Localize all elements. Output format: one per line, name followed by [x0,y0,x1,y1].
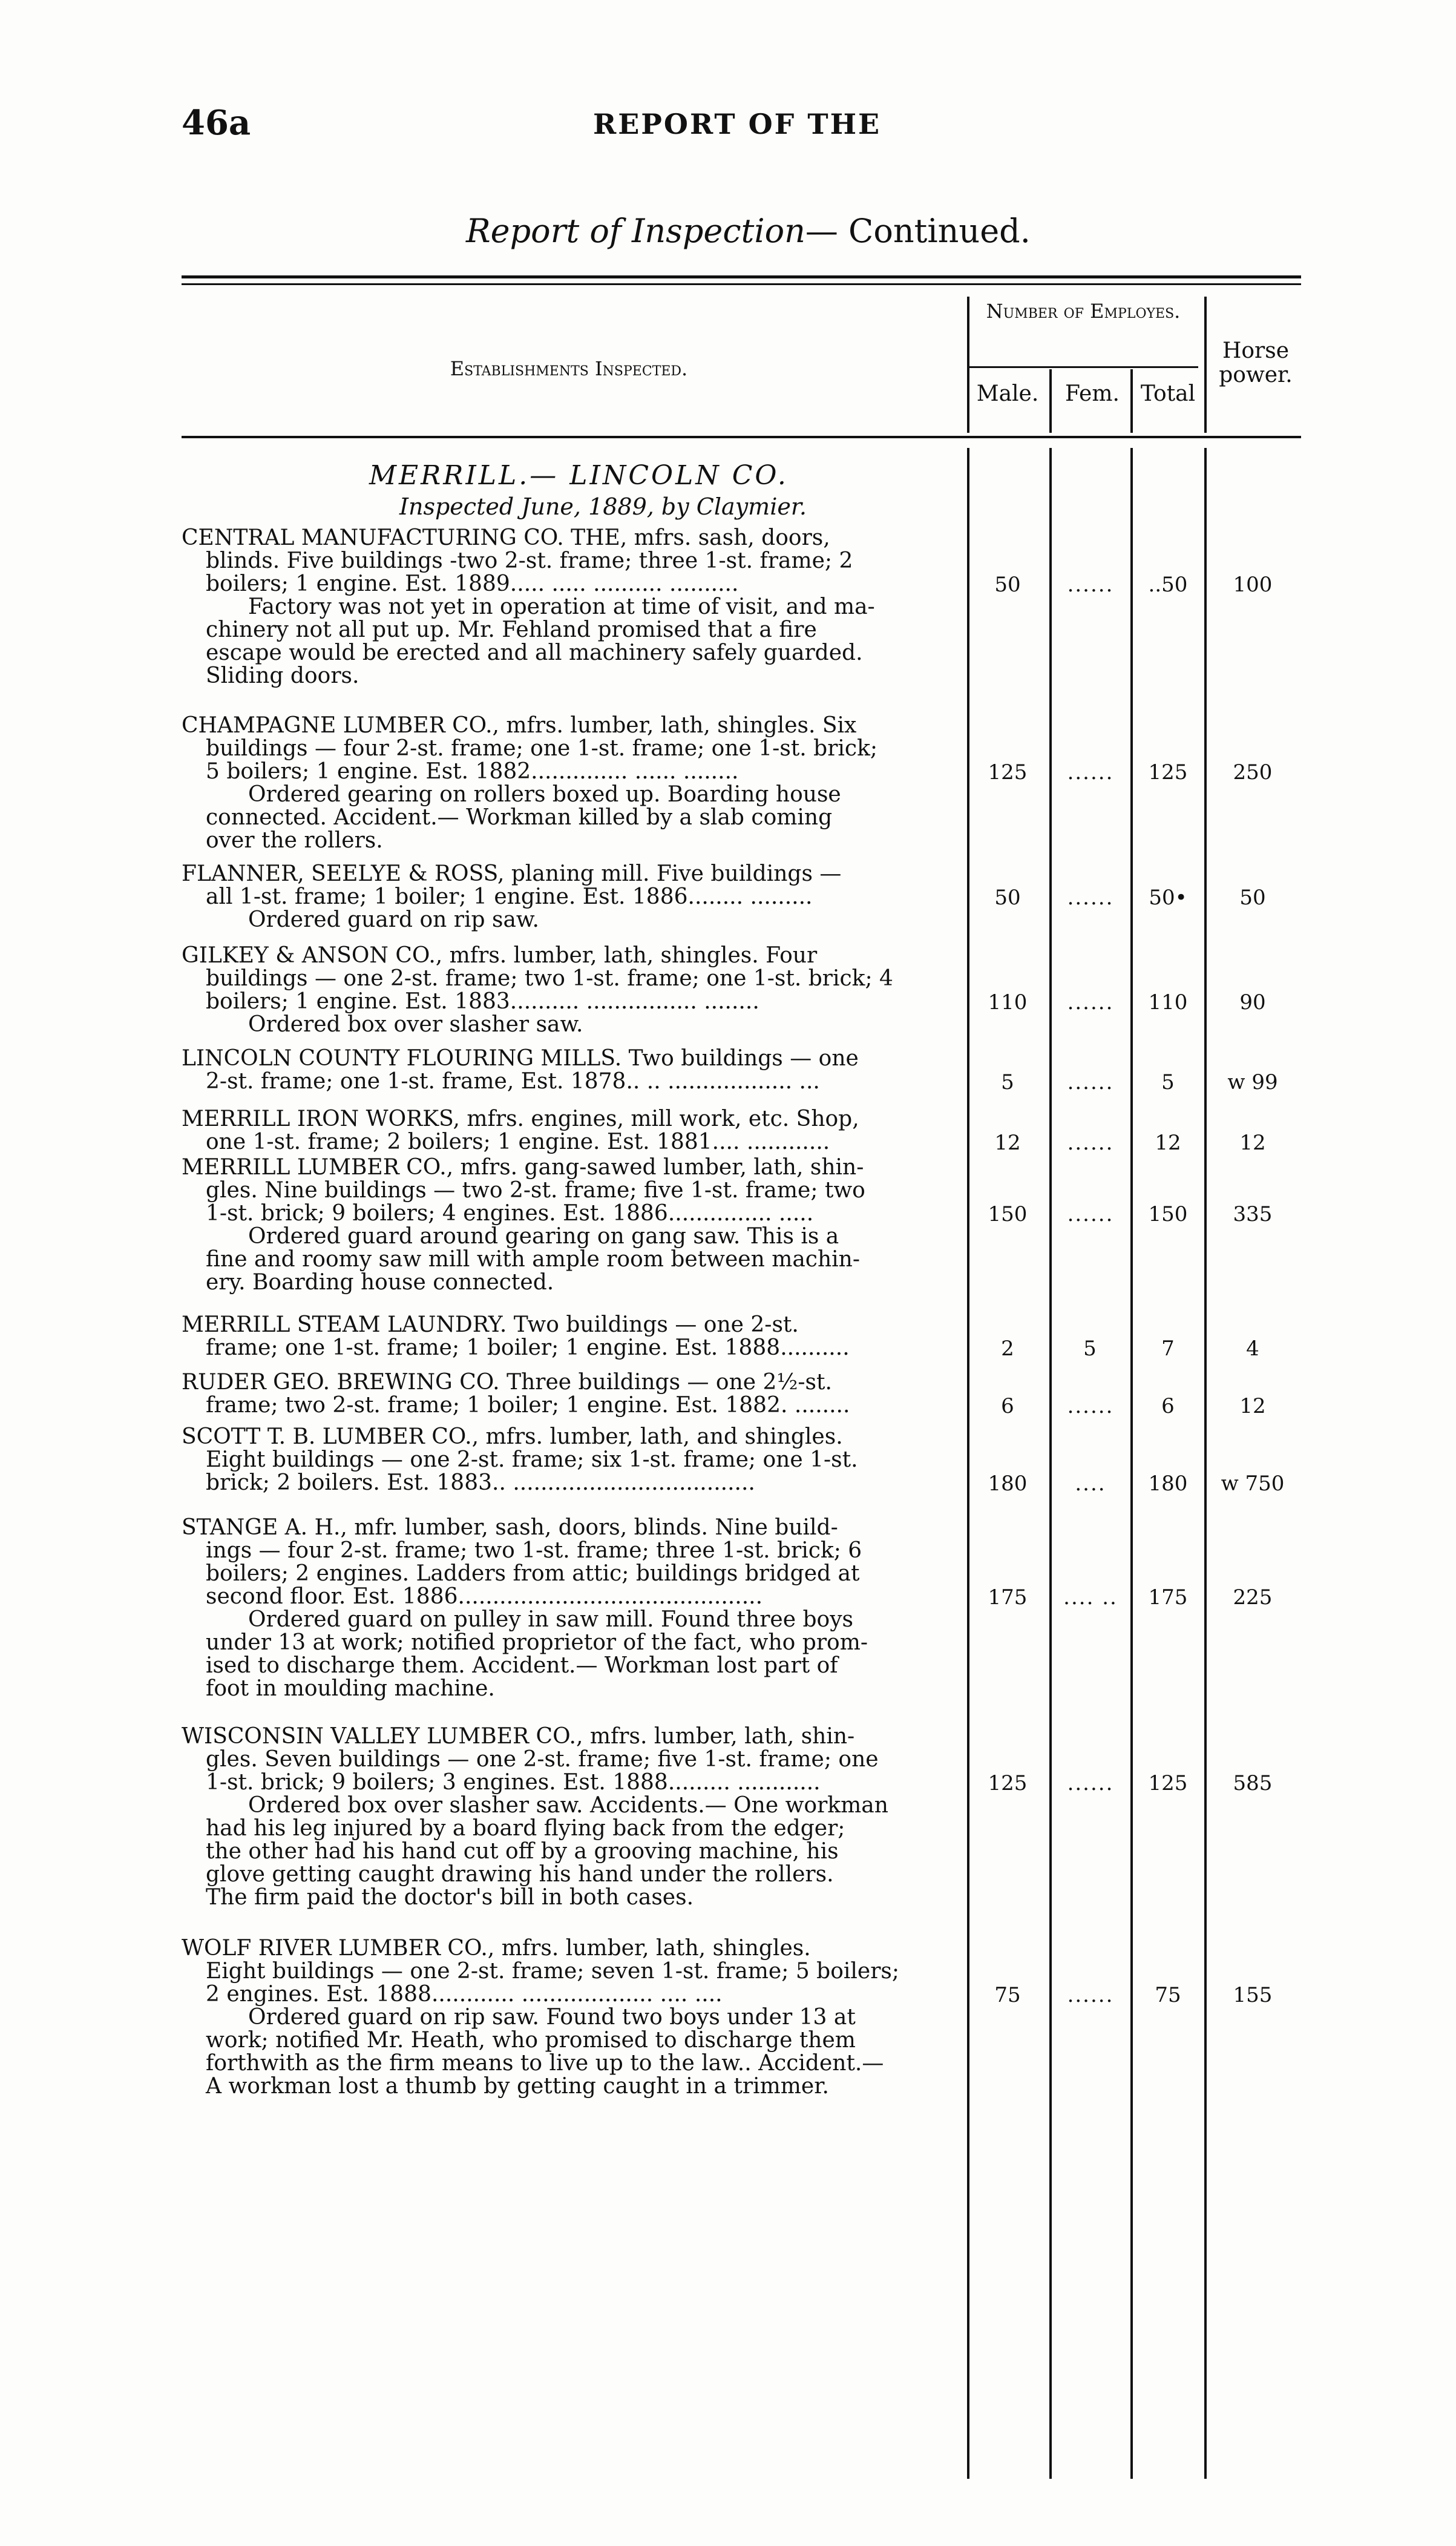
entry-text [182,714,959,852]
entry-text [182,1156,959,1294]
fem-count: 5 [1083,1337,1098,1361]
entry-line: buildings — one 2-st. frame; two 1-st. frame; one 1-st. brick; 4 [206,966,893,991]
total-count: 175 [1148,1585,1188,1610]
entry-line: The firm paid the doctor's bill in both cases. [206,1885,694,1910]
total-count: 7 [1161,1337,1175,1361]
entry-line: boilers; 2 engines. Ladders from attic; buildings bridged at [206,1561,860,1586]
horse-power-value: 4 [1246,1337,1259,1361]
fem-count: ...... [1067,1202,1114,1226]
entry-line: chinery not all put up. Mr. Fehland promised that a fire [206,617,817,642]
body-sep-1 [967,448,969,2479]
hdr-sep-3 [1130,369,1133,433]
entry-line: Eight buildings — one 2-st. frame; seven 1-st. frame; 5 boilers; [206,1959,900,1984]
entry-line: Eight buildings — one 2-st. frame; six 1-st. frame; one 1-st. [206,1447,858,1472]
entry-line: ery. Boarding house connected. [206,1270,554,1295]
body-sep-2 [1049,448,1052,2479]
entry-line: ised to discharge them. Accident.— Workman lost part of [206,1653,838,1678]
body-sep-4 [1204,448,1207,2479]
fem-count: .... [1075,1472,1106,1496]
hdr-sep-4 [1204,297,1207,433]
entry-line: had his leg injured by a board flying back from the edger; [206,1816,845,1841]
total-count: 50• [1149,886,1187,910]
male-count: 110 [988,990,1028,1015]
entry-line: 2-st. frame; one 1-st. frame, Est. 1878.. .. .................. ... [206,1069,820,1094]
entry-line: WOLF RIVER LUMBER CO., mfrs. lumber, lath, shingles. [182,1936,811,1961]
entry-line: Ordered guard on rip saw. Found two boys under 13 at [248,2005,856,2030]
page-number: 46a [182,103,251,143]
entry-line: Ordered box over slasher saw. [248,1012,583,1037]
entry-line: LINCOLN COUNTY FLOURING MILLS. Two buildings — one [182,1046,859,1071]
fem-count: ...... [1067,1983,1114,2007]
male-count: 75 [994,1983,1021,2007]
col-employees-group: Number of Employes. [986,300,1181,323]
male-count: 175 [988,1585,1028,1610]
entry-text [182,1371,959,1417]
entry-line: second floor. Est. 1886............................................ [206,1584,763,1609]
fem-count: ...... [1067,760,1114,785]
body-sep-3 [1130,448,1133,2479]
col-establishments: Establishments Inspected. [450,357,688,380]
horse-power-value: 100 [1233,573,1273,597]
entry-line: frame; two 2-st. frame; 1 boiler; 1 engine. Est. 1882. ........ [206,1393,850,1418]
entry-line: 2 engines. Est. 1888............ ................... .... .... [206,1982,723,2007]
entry-line: under 13 at work; notified proprietor of the fact, who prom- [206,1630,868,1655]
fem-count: ...... [1067,1771,1114,1795]
entry-line: RUDER GEO. BREWING CO. Three buildings — one 2½-st. [182,1370,832,1395]
entry-line: all 1-st. frame; 1 boiler; 1 engine. Est. 1886........ ......... [206,884,813,909]
entry-text [182,863,959,932]
entry-line: foot in moulding machine. [206,1676,495,1701]
horse-power-value: 155 [1233,1983,1273,2007]
hdr-sep-1 [967,297,969,433]
entry-line: glove getting caught drawing his hand under the rollers. [206,1862,834,1887]
male-count: 125 [988,1771,1028,1795]
entry-line: boilers; 1 engine. Est. 1883.......... ................ ........ [206,989,759,1014]
entry-line: FLANNER, SEELYE & ROSS, planing mill. Five buildings — [182,861,842,886]
entry-line: MERRILL LUMBER CO., mfrs. gang-sawed lumber, lath, shin- [182,1155,864,1180]
total-count: 150 [1148,1202,1188,1226]
entry-line: ings — four 2-st. frame; two 1-st. frame; three 1-st. brick; 6 [206,1538,862,1563]
page-subtitle [466,212,1031,250]
employees-underline [968,366,1198,368]
total-count: 125 [1148,1771,1188,1795]
horse-power-value: 225 [1233,1585,1273,1610]
entry-line: escape would be erected and all machinery safely guarded. [206,640,863,665]
entry-line: STANGE A. H., mfr. lumber, sash, doors, blinds. Nine build- [182,1515,838,1540]
male-count: 5 [1001,1070,1014,1094]
total-count: 5 [1161,1070,1175,1094]
entry-line: one 1-st. frame; 2 boilers; 1 engine. Est. 1881.... ............ [206,1130,830,1154]
entry-line: connected. Accident.— Workman killed by a slab coming [206,805,833,830]
entry-line: 1-st. brick; 9 boilers; 4 engines. Est. 1886............... ..... [206,1201,814,1226]
total-count: 180 [1148,1472,1188,1496]
horse-power-value: w 99 [1227,1070,1278,1094]
entry-text [182,1725,959,1909]
entry-line: Ordered box over slasher saw. Accidents.— One workman [248,1793,888,1818]
entry-text [182,1108,959,1154]
fem-count: ...... [1067,990,1114,1015]
entry-line: Ordered guard on rip saw. [248,907,539,932]
total-count: 110 [1148,990,1188,1015]
running-title: REPORT OF THE [593,108,882,140]
entry-line: MERRILL STEAM LAUNDRY. Two buildings — one 2-st. [182,1312,799,1337]
male-count: 150 [988,1202,1028,1226]
entry-line: 5 boilers; 1 engine. Est. 1882.............. ...... ........ [206,759,739,784]
top-rule-1 [182,275,1301,278]
horse-power-value: 335 [1233,1202,1273,1226]
entry-line: Ordered guard around gearing on gang saw. This is a [248,1224,839,1249]
entry-line: boilers; 1 engine. Est. 1889..... ..... .......... .......... [206,571,739,596]
male-count: 50 [994,886,1021,910]
entry-line: fine and roomy saw mill with ample room between machin- [206,1247,861,1272]
entry-text [182,527,959,688]
entry-text [182,1047,959,1093]
male-count: 12 [994,1131,1021,1155]
horse-power-value: 12 [1239,1131,1266,1155]
col-total: Total [1140,381,1196,406]
entry-line: over the rollers. [206,828,383,853]
entry-line: A workman lost a thumb by getting caught in a trimmer. [206,2074,829,2099]
fem-count: ...... [1067,886,1114,910]
horse-power-value: 90 [1239,990,1266,1015]
entry-line: WISCONSIN VALLEY LUMBER CO., mfrs. lumber, lath, shin- [182,1724,855,1749]
male-count: 2 [1001,1337,1014,1361]
entry-line: CHAMPAGNE LUMBER CO., mfrs. lumber, lath, shingles. Six [182,713,857,738]
male-count: 125 [988,760,1028,785]
fem-count: ...... [1067,1394,1114,1418]
subtitle-plain: — Continued. [805,212,1031,250]
entry-line: CENTRAL MANUFACTURING CO. THE, mfrs. sash, doors, [182,525,830,550]
entry-text [182,1516,959,1700]
hdr-sep-2 [1049,369,1052,433]
entry-line: frame; one 1-st. frame; 1 boiler; 1 engine. Est. 1888.......... [206,1335,850,1360]
horse-power-value: 50 [1239,886,1266,910]
section-title: MERRILL.— LINCOLN CO. [369,460,789,491]
entry-line: GILKEY & ANSON CO., mfrs. lumber, lath, shingles. Four [182,943,818,968]
entry-line: gles. Nine buildings — two 2-st. frame; five 1-st. frame; two [206,1178,865,1203]
fem-count: ...... [1067,1131,1114,1155]
total-count: 12 [1155,1131,1181,1155]
entry-line: Ordered gearing on rollers boxed up. Boarding house [248,782,841,807]
entry-text [182,1426,959,1495]
entry-line: brick; 2 boilers. Est. 1883.. ................................... [206,1470,755,1495]
total-count: 6 [1161,1394,1175,1418]
horse-power-value: 585 [1233,1771,1273,1795]
horse-power-value: 12 [1239,1394,1266,1418]
entry-line: Sliding doors. [206,663,359,688]
subtitle-italic: Report of Inspection [466,212,805,250]
col-male: Male. [976,381,1039,406]
entry-text [182,1937,959,2098]
fem-count: ...... [1067,573,1114,597]
male-count: 180 [988,1472,1028,1496]
male-count: 6 [1001,1394,1014,1418]
horse-power-value: w 750 [1221,1472,1285,1496]
entry-text [182,944,959,1036]
entry-line: buildings — four 2-st. frame; one 1-st. frame; one 1-st. brick; [206,736,878,761]
entry-line: 1-st. brick; 9 boilers; 3 engines. Est. 1888......... ............ [206,1770,821,1795]
horse-power-value: 250 [1233,760,1273,785]
total-count: 125 [1148,760,1188,785]
entry-line: MERRILL IRON WORKS, mfrs. engines, mill work, etc. Shop, [182,1107,859,1131]
entry-line: SCOTT T. B. LUMBER CO., mfrs. lumber, lath, and shingles. [182,1424,843,1449]
header-bottom-rule [182,436,1301,438]
entry-text [182,1314,959,1360]
total-count: ..50 [1148,573,1188,597]
entry-line: work; notified Mr. Heath, who promised to discharge them [206,2028,856,2053]
fem-count: ...... [1067,1070,1114,1094]
total-count: 75 [1155,1983,1181,2007]
top-rule-2 [182,283,1301,285]
entry-line: forthwith as the firm means to live up to the law.. Accident.— [206,2051,884,2076]
male-count: 50 [994,573,1021,597]
entry-line: the other had his hand cut off by a grooving machine, his [206,1839,839,1864]
entry-line: blinds. Five buildings -two 2-st. frame; three 1-st. frame; 2 [206,548,853,573]
entry-line: Factory was not yet in operation at time of visit, and ma- [248,594,875,619]
section-inspected: Inspected June, 1889, by Claymier. [399,493,807,520]
col-horse-power: Horse power. [1219,338,1293,387]
col-fem: Fem. [1065,381,1120,406]
fem-count: .... .. [1063,1585,1118,1610]
entry-line: gles. Seven buildings — one 2-st. frame; five 1-st. frame; one [206,1747,879,1772]
entry-line: Ordered guard on pulley in saw mill. Found three boys [248,1607,854,1632]
